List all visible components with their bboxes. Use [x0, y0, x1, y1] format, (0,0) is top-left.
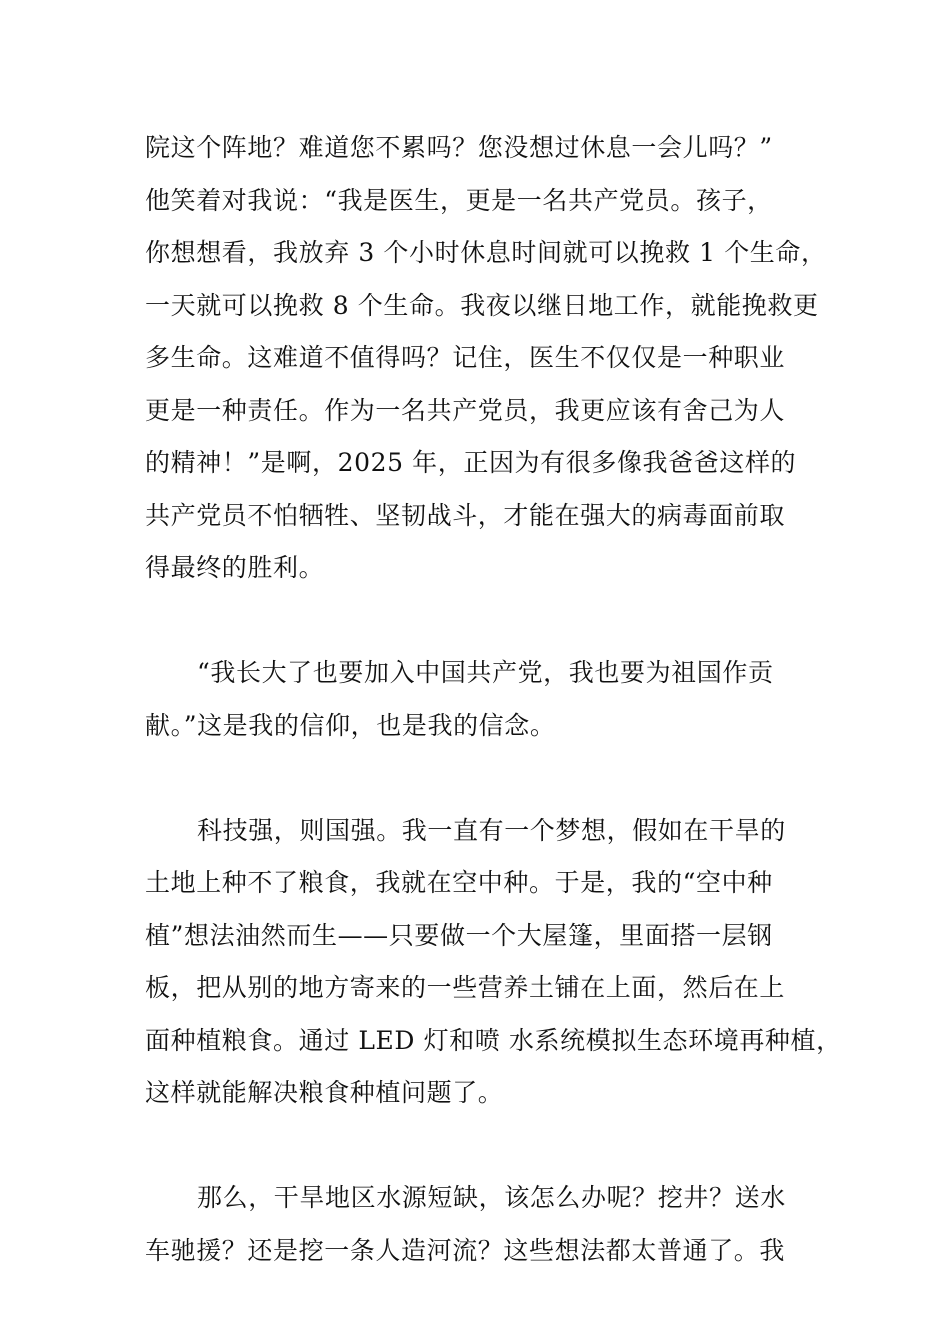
text-line: 土地上种不了粮食，我就在空中种。于是，我的“空中种 — [145, 868, 773, 897]
text-line: 更是一种责任。作为一名共产党员，我更应该有舍己为人 — [145, 395, 786, 425]
paragraph-2 — [145, 647, 825, 752]
paragraph-4 — [145, 1172, 825, 1277]
text-line: 植”想法油然而生——只要做一个大屋篷，里面搭一层钢 — [145, 920, 773, 950]
text-line: 得最终的胜利。 — [145, 553, 325, 582]
paragraph-spacer — [145, 1120, 825, 1173]
text-line: 面种植粮食。通过 LED 灯和喷 水系统模拟生态环境再种植， — [145, 1025, 842, 1055]
document-body — [145, 122, 842, 1277]
text-line: 院这个阵地？难道您不累吗？您没想过休息一会儿吗？” — [145, 133, 773, 162]
text-line: 多生命。这难道不值得吗？记住，医生不仅仅是一种职业 — [145, 343, 786, 372]
text-line: 共产党员不怕牺牲、坚韧战斗，才能在强大的病毒面前取 — [145, 500, 786, 530]
text-line: 你想想看，我放弃 3 个小时休息时间就可以挽救 1 个生命， — [145, 238, 827, 267]
text-line: 一天就可以挽救 8 个生命。我夜以继日地工作，就能挽救更 — [145, 290, 819, 320]
text-line: 献。”这是我的信仰，也是我的信念。 — [145, 710, 556, 740]
paragraph-spacer — [145, 752, 825, 805]
text-line: 这样就能解决粮食种植问题了。 — [145, 1078, 504, 1107]
text-line: 的精神！”是啊，2025 年，正因为有很多像我爸爸这样的 — [145, 448, 797, 477]
paragraph-3 — [145, 805, 842, 1120]
text-line: “我长大了也要加入中国共产党，我也要为祖国作贡 — [197, 658, 774, 687]
text-line: 那么，干旱地区水源短缺，该怎么办呢？挖井？送水 — [197, 1183, 786, 1212]
text-line: 他笑着对我说：“我是医生，更是一名共产党员。孩子， — [145, 185, 773, 215]
paragraph-spacer — [145, 595, 825, 648]
paragraph-1 — [145, 122, 825, 595]
text-line: 板，把从别的地方寄来的一些营养土铺在上面，然后在上 — [145, 973, 786, 1002]
text-line: 科技强，则国强。我一直有一个梦想，假如在干旱的 — [197, 815, 786, 845]
text-line: 车驰援？还是挖一条人造河流？这些想法都太普通了。我 — [145, 1235, 786, 1265]
